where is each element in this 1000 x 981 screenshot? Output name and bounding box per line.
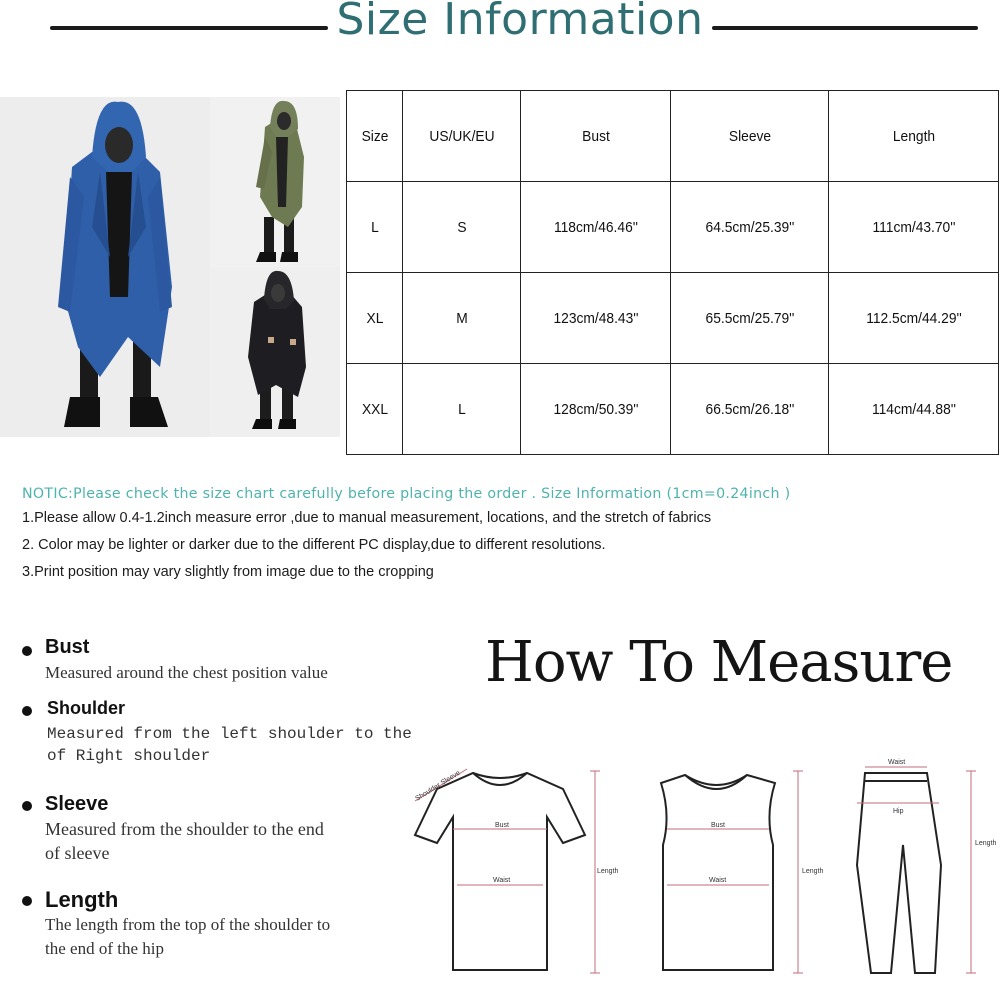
table-cell: XXL	[349, 364, 401, 455]
measure-diagram	[395, 755, 1000, 981]
measure-desc-length	[45, 913, 330, 961]
table-header-cell: Length	[835, 91, 991, 182]
label-bust: Bust	[495, 822, 510, 829]
table-cell: 65.5cm/25.79''	[677, 273, 822, 364]
photo-blue-hooded-coat	[0, 97, 210, 437]
tank-diagram	[661, 775, 775, 970]
label-hip: Hip	[893, 808, 904, 815]
measure-title-shoulder: Shoulder	[47, 698, 126, 718]
tshirt-diagram	[415, 773, 585, 970]
label-waist: Waist	[709, 877, 727, 884]
table-header-cell: Size	[349, 91, 401, 182]
measure-desc-sleeve	[45, 817, 324, 865]
page-title: Size Information	[336, 0, 704, 45]
table-header-row	[347, 91, 999, 182]
measure-desc-line: of Right shoulder	[47, 747, 211, 765]
bullet-icon	[22, 706, 32, 716]
table-header-cell: Sleeve	[677, 91, 822, 182]
photo-black-hooded-coat	[210, 267, 340, 437]
notice-headline: NOTIC:Please check the size chart carefully before placing the order . Size Information (1cm=0.24inch )	[22, 486, 791, 502]
table-cell: 114cm/44.88''	[835, 364, 991, 455]
label-waist: Waist	[493, 877, 511, 884]
table-header-cell: Bust	[527, 91, 665, 182]
bullet-icon	[22, 801, 32, 811]
measure-title-bust: Bust	[45, 636, 90, 658]
measure-desc-bust: Measured around the chest position value	[45, 663, 328, 682]
measure-desc-line: Measured from the shoulder to the end	[45, 819, 324, 839]
table-cell: S	[407, 182, 516, 273]
table-row	[347, 273, 999, 364]
table-cell: 118cm/46.46''	[527, 182, 665, 273]
label-shoulder-sleeve: Shoulder Sleeve	[414, 769, 462, 803]
how-to-measure-title: How To Measure	[485, 630, 953, 695]
size-table	[346, 90, 999, 455]
notice-line: 1.Please allow 0.4-1.2inch measure error ,due to manual measurement, locations, and the stretch of fabrics	[22, 510, 712, 526]
table-cell: L	[407, 364, 516, 455]
measure-desc-line: of sleeve	[45, 843, 110, 863]
label-waist: Waist	[888, 759, 906, 766]
table-header-cell: US/UK/EU	[407, 91, 516, 182]
table-cell: 64.5cm/25.39''	[677, 182, 822, 273]
table-row	[347, 182, 999, 273]
label-bust: Bust	[711, 822, 726, 829]
header-rule-right	[712, 26, 978, 30]
label-length: Length	[597, 868, 619, 875]
table-cell: 112.5cm/44.29''	[835, 273, 991, 364]
table-cell: L	[349, 182, 401, 273]
label-length: Length	[802, 868, 824, 875]
table-cell: 123cm/48.43''	[527, 273, 665, 364]
header-rule-left	[50, 26, 328, 30]
measure-desc-line: the end of the hip	[45, 939, 164, 958]
table-cell: 66.5cm/26.18''	[677, 364, 822, 455]
measure-title-sleeve: Sleeve	[45, 793, 109, 815]
table-row	[347, 364, 999, 455]
measure-desc-line: The length from the top of the shoulder to	[45, 915, 331, 934]
table-cell: XL	[349, 273, 401, 364]
notice-line: 2. Color may be lighter or darker due to the different PC display,due to different resolutions.	[22, 537, 606, 553]
notice-line: 3.Print position may vary slightly from image due to the cropping	[22, 564, 434, 580]
measure-desc-line: Measured from the left shoulder to the	[47, 725, 412, 743]
label-length: Length	[975, 840, 997, 847]
measure-title-length: Length	[45, 887, 119, 912]
bullet-icon	[22, 896, 32, 906]
bullet-icon	[22, 646, 32, 656]
table-cell: M	[407, 273, 516, 364]
table-cell: 111cm/43.70''	[835, 182, 991, 273]
measure-desc-shoulder	[47, 723, 412, 767]
table-cell: 128cm/50.39''	[527, 364, 665, 455]
photo-green-hooded-coat	[210, 97, 340, 267]
